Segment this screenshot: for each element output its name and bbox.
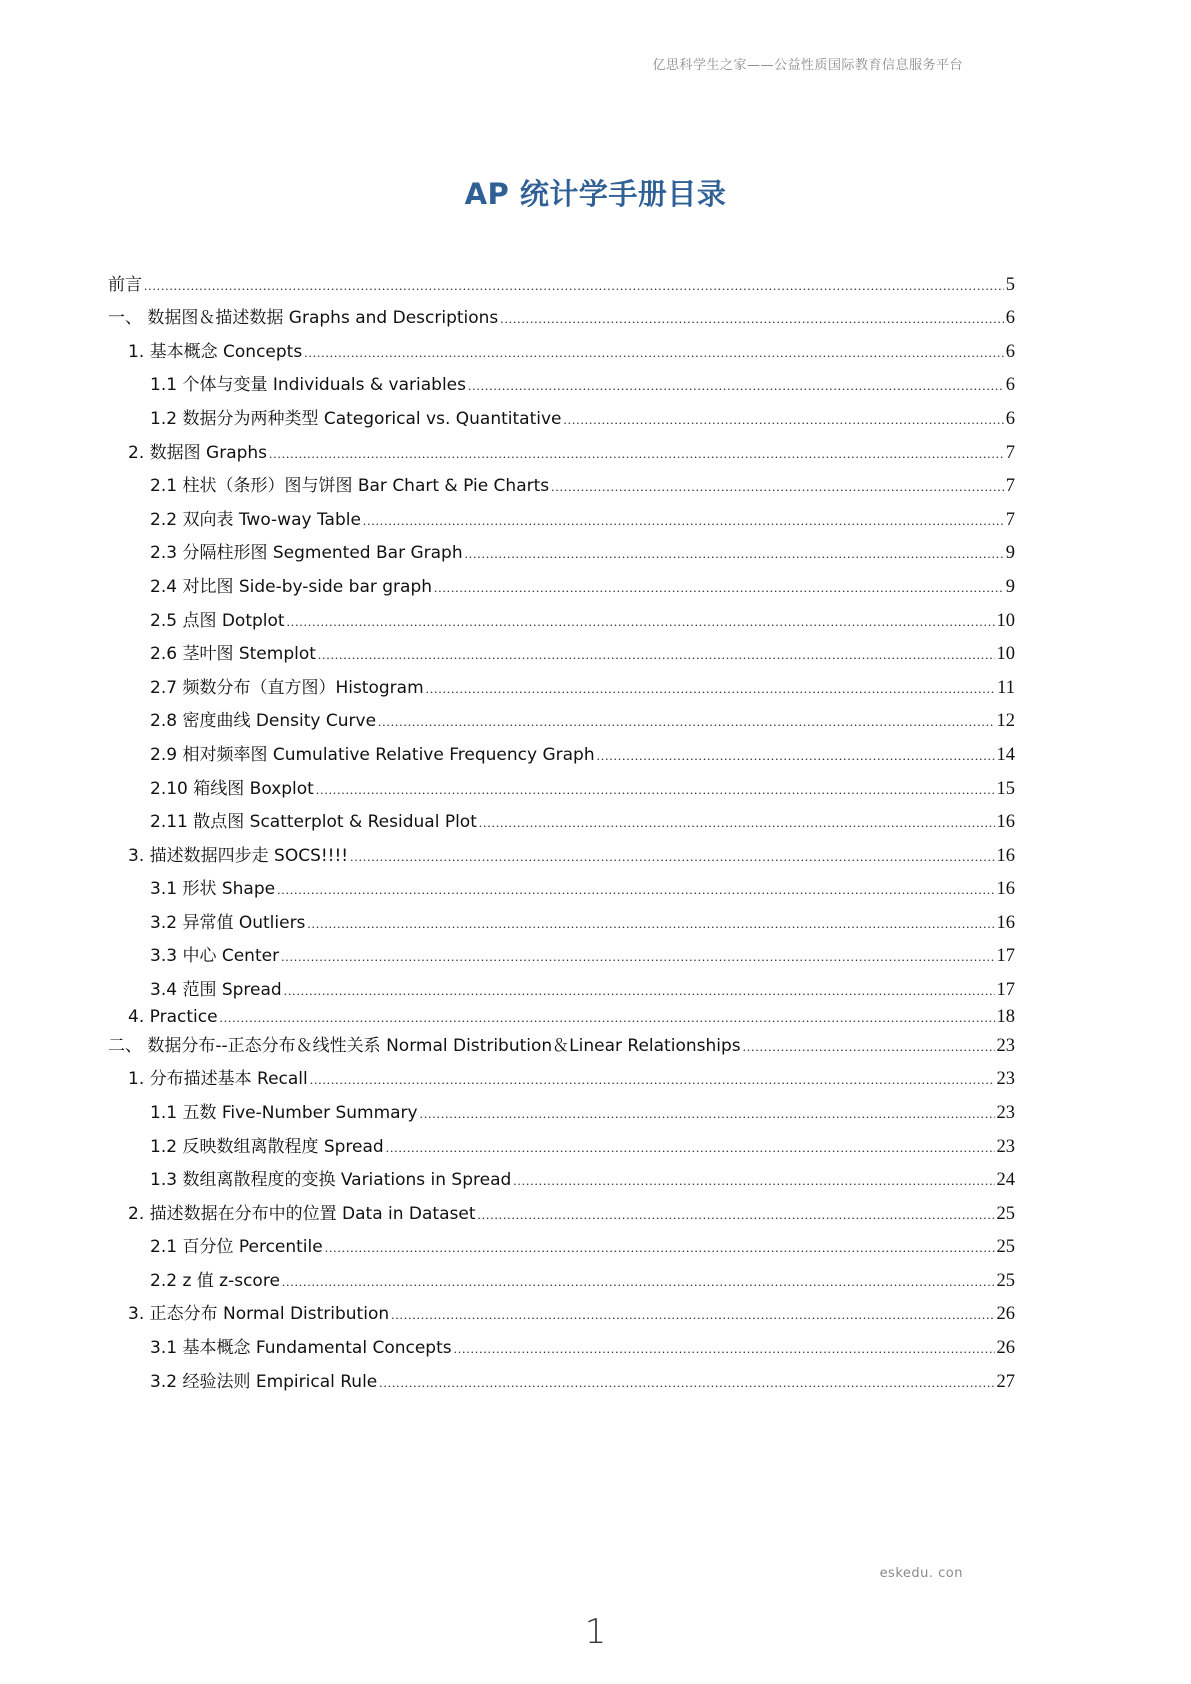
toc-entry[interactable] <box>150 372 1015 398</box>
toc-entry[interactable] <box>150 776 1015 802</box>
toc-entry[interactable] <box>150 1134 1015 1160</box>
toc-entry-label: 2.4 对比图 Side-by-side bar graph <box>150 577 433 597</box>
toc-entry[interactable] <box>108 305 1015 331</box>
toc-entry[interactable] <box>150 809 1015 835</box>
toc-entry-label: 一、 数据图＆描述数据 Graphs and Descriptions <box>108 308 499 328</box>
toc-entry-page: 27 <box>996 1372 1015 1392</box>
toc-entry[interactable] <box>150 406 1015 432</box>
toc-dot-leader <box>277 877 994 903</box>
toc-dot-leader <box>310 1067 995 1093</box>
toc-dot-leader <box>350 844 994 870</box>
toc-dot-leader <box>325 1235 995 1261</box>
toc-entry-label: 1. 分布描述基本 Recall <box>128 1069 308 1089</box>
toc-entry-page: 26 <box>996 1338 1015 1358</box>
toc-dot-leader <box>468 373 1004 399</box>
toc-entry-page: 10 <box>996 611 1015 631</box>
toc-entry-label: 1. 基本概念 Concepts <box>128 342 303 362</box>
toc-dot-leader <box>743 1034 995 1060</box>
toc-entry-label: 2.8 密度曲线 Density Curve <box>150 711 377 731</box>
toc-entry-page: 11 <box>997 678 1015 698</box>
toc-entry-label: 3.4 范围 Spread <box>150 980 282 1000</box>
toc-entry[interactable] <box>150 876 1015 902</box>
toc-entry[interactable] <box>150 507 1015 533</box>
toc-entry-page: 26 <box>996 1304 1015 1324</box>
page-header: 亿思科学生之家——公益性质国际教育信息服务平台 <box>652 58 963 73</box>
toc-dot-leader <box>269 441 1004 467</box>
toc-entry-label: 2.9 相对频率图 Cumulative Relative Frequency Graph <box>150 745 595 765</box>
toc-dot-leader <box>551 474 1004 500</box>
toc-entry-page: 24 <box>996 1170 1015 1190</box>
toc-dot-leader <box>307 911 994 937</box>
toc-entry[interactable] <box>128 1066 1015 1092</box>
toc-entry-label: 3.2 经验法则 Empirical Rule <box>150 1372 378 1392</box>
toc-dot-leader <box>281 944 994 970</box>
toc-entry[interactable] <box>108 1033 1015 1059</box>
toc-entry-label: 2.2 双向表 Two-way Table <box>150 510 361 530</box>
toc-entry-page: 23 <box>996 1103 1015 1123</box>
toc-entry-label: 2.3 分隔柱形图 Segmented Bar Graph <box>150 543 463 563</box>
toc-entry[interactable] <box>150 943 1015 969</box>
toc-entry-page: 12 <box>996 711 1015 731</box>
toc-dot-leader <box>597 743 995 769</box>
toc-entry-label: 2.6 茎叶图 Stemplot <box>150 644 316 664</box>
toc-entry[interactable] <box>150 473 1015 499</box>
toc-entry[interactable] <box>150 910 1015 936</box>
toc-entry-page: 16 <box>996 812 1015 832</box>
toc-entry-label: 4. Practice <box>128 1007 218 1027</box>
toc-entry-label: 3.2 异常值 Outliers <box>150 913 306 933</box>
toc-entry[interactable] <box>150 708 1015 734</box>
toc-dot-leader <box>426 676 996 702</box>
toc-entry[interactable] <box>150 977 1015 1003</box>
toc-dot-leader <box>391 1302 994 1328</box>
toc-entry-label: 3. 描述数据四步走 SOCS!!!! <box>128 846 349 866</box>
toc-entry-label: 1.1 个体与变量 Individuals & variables <box>150 375 466 395</box>
toc-entry-page: 9 <box>1005 543 1015 563</box>
toc-entry-page: 25 <box>996 1237 1015 1257</box>
toc-entry-label: 3.1 基本概念 Fundamental Concepts <box>150 1338 452 1358</box>
toc-entry-page: 25 <box>996 1204 1015 1224</box>
toc-dot-leader <box>363 508 1004 534</box>
toc-entry[interactable] <box>150 1268 1015 1294</box>
toc-entry-page: 5 <box>1005 275 1015 295</box>
toc-entry-page: 18 <box>996 1007 1015 1027</box>
toc-entry-label: 2.11 散点图 Scatterplot & Residual Plot <box>150 812 477 832</box>
toc-entry-page: 16 <box>996 879 1015 899</box>
toc-entry[interactable] <box>150 574 1015 600</box>
toc-entry-label: 1.2 反映数组离散程度 Spread <box>150 1137 384 1157</box>
page-number: 1 <box>584 1612 607 1652</box>
toc-entry[interactable] <box>108 272 1015 298</box>
toc-entry-page: 14 <box>996 745 1015 765</box>
toc-entry-page: 23 <box>996 1036 1015 1056</box>
toc-entry-page: 6 <box>1005 342 1015 362</box>
toc-dot-leader <box>379 1370 994 1396</box>
toc-entry-label: 1.2 数据分为两种类型 Categorical vs. Quantitative <box>150 409 562 429</box>
toc-entry[interactable] <box>150 1167 1015 1193</box>
toc-dot-leader <box>478 1202 995 1228</box>
toc-entry[interactable] <box>128 440 1015 466</box>
toc-entry-page: 7 <box>1005 443 1015 463</box>
toc-entry-label: 3.1 形状 Shape <box>150 879 276 899</box>
toc-dot-leader <box>220 1005 995 1031</box>
toc-entry-page: 9 <box>1005 577 1015 597</box>
document-title: AP 统计学手册目录 <box>464 177 727 211</box>
toc-dot-leader <box>420 1101 995 1127</box>
toc-entry-label: 2.7 频数分布（直方图）Histogram <box>150 678 424 698</box>
toc-entry[interactable] <box>150 1234 1015 1260</box>
toc-entry-label: 前言 <box>108 275 142 295</box>
toc-entry-page: 17 <box>996 946 1015 966</box>
toc-dot-leader <box>282 1269 995 1295</box>
toc-dot-leader <box>144 273 1004 299</box>
toc-entry-label: 1.3 数组离散程度的变换 Variations in Spread <box>150 1170 512 1190</box>
toc-entry-label: 2.1 柱状（条形）图与饼图 Bar Chart & Pie Charts <box>150 476 550 496</box>
toc-entry-label: 2.5 点图 Dotplot <box>150 611 285 631</box>
toc-entry[interactable] <box>128 1201 1015 1227</box>
toc-dot-leader <box>454 1336 995 1362</box>
toc-entry[interactable] <box>150 608 1015 634</box>
toc-dot-leader <box>564 407 1004 433</box>
toc-entry[interactable] <box>128 1004 1015 1030</box>
toc-dot-leader <box>513 1168 994 1194</box>
toc-entry[interactable] <box>150 1100 1015 1126</box>
toc-entry-page: 6 <box>1005 375 1015 395</box>
toc-entry-label: 2.1 百分位 Percentile <box>150 1237 323 1257</box>
toc-entry[interactable] <box>150 1369 1015 1395</box>
toc-entry-page: 6 <box>1005 308 1015 328</box>
toc-dot-leader <box>287 609 995 635</box>
footer-site: eskedu. con <box>879 1566 963 1581</box>
toc-entry-page: 6 <box>1005 409 1015 429</box>
toc-entry[interactable] <box>150 675 1015 701</box>
toc-dot-leader <box>378 709 994 735</box>
toc-entry[interactable] <box>150 540 1015 566</box>
toc-entry[interactable] <box>150 641 1015 667</box>
toc-entry-page: 7 <box>1005 476 1015 496</box>
toc-entry-label: 2. 描述数据在分布中的位置 Data in Dataset <box>128 1204 476 1224</box>
toc-entry[interactable] <box>128 1301 1015 1327</box>
toc-entry[interactable] <box>150 742 1015 768</box>
toc-dot-leader <box>318 642 995 668</box>
toc-entry-page: 7 <box>1005 510 1015 530</box>
toc-entry-label: 3. 正态分布 Normal Distribution <box>128 1304 390 1324</box>
toc-entry-label: 二、 数据分布--正态分布＆线性关系 Normal Distribution＆Linear Relationships <box>108 1036 741 1056</box>
toc-entry-page: 16 <box>996 846 1015 866</box>
toc-entry-label: 1.1 五数 Five-Number Summary <box>150 1103 418 1123</box>
toc-entry-label: 2. 数据图 Graphs <box>128 443 268 463</box>
toc-entry[interactable] <box>128 339 1015 365</box>
toc-entry[interactable] <box>150 1335 1015 1361</box>
toc-entry-page: 15 <box>996 779 1015 799</box>
toc-dot-leader <box>386 1135 995 1161</box>
toc-entry-page: 23 <box>996 1137 1015 1157</box>
toc-entry-label: 2.10 箱线图 Boxplot <box>150 779 314 799</box>
toc-entry-page: 17 <box>996 980 1015 1000</box>
toc-entry-label: 3.3 中心 Center <box>150 946 280 966</box>
toc-dot-leader <box>500 306 1003 332</box>
toc-dot-leader <box>304 340 1004 366</box>
toc-dot-leader <box>434 575 1004 601</box>
toc-entry-page: 23 <box>996 1069 1015 1089</box>
toc-entry-page: 10 <box>996 644 1015 664</box>
toc-dot-leader <box>479 810 995 836</box>
toc-entry-page: 25 <box>996 1271 1015 1291</box>
toc-dot-leader <box>465 541 1004 567</box>
toc-entry-page: 16 <box>996 913 1015 933</box>
toc-dot-leader <box>284 978 995 1004</box>
toc-entry[interactable] <box>128 843 1015 869</box>
toc-dot-leader <box>316 777 995 803</box>
toc-entry-label: 2.2 z 值 z-score <box>150 1271 280 1291</box>
